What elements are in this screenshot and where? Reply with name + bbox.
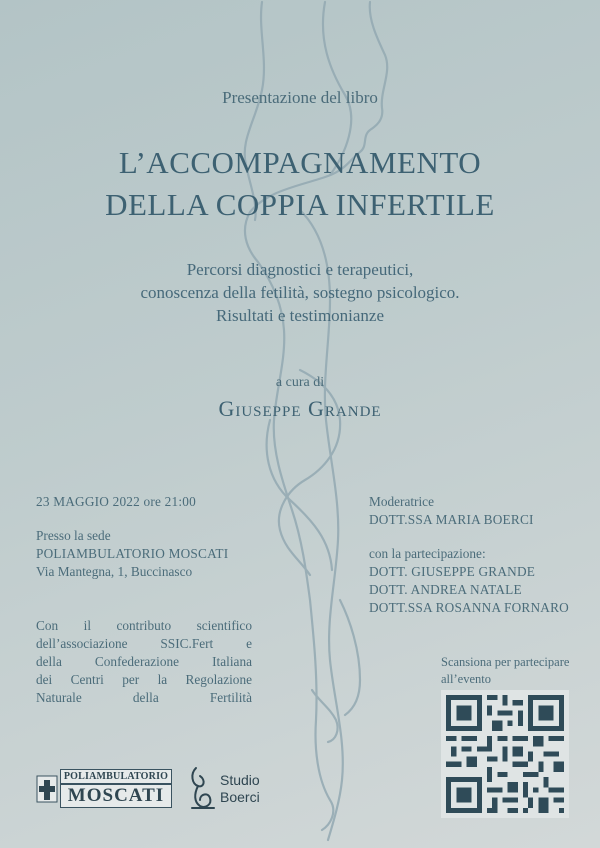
qr-label-line-1: Scansiona per partecipare (441, 655, 570, 669)
venue-line-1: Presso la sede (36, 528, 111, 543)
venue-line-2: POLIAMBULATORIO MOSCATI (36, 546, 229, 561)
studio-boerci-text (220, 772, 260, 806)
moderator-block (369, 493, 584, 529)
contrib-line-1: Con il contributo scientifico (36, 618, 252, 633)
participant-item: DOTT.SSA ROSANNA FORNARO (369, 600, 569, 615)
participants-block (369, 545, 584, 617)
boerci-logo-line-2: Boerci (220, 789, 260, 805)
moderator-name: DOTT.SSA MARIA BOERCI (369, 512, 534, 527)
scientific-contribution (36, 617, 252, 707)
event-venue (36, 527, 252, 581)
studio-boerci-logo (186, 764, 286, 810)
cross-icon (36, 775, 58, 803)
boerci-logo-line-1: Studio (220, 772, 260, 788)
venue-line-3: Via Mantegna, 1, Buccinasco (36, 564, 193, 579)
curated-by-label: a cura di (275, 375, 325, 390)
moscati-logo-line-1: POLIAMBULATORIO (60, 769, 172, 784)
participant-item: DOTT. ANDREA NATALE (369, 582, 522, 597)
pre-title: Presentazione del libro (222, 88, 378, 107)
contrib-line-5: Naturale della Fertilità (36, 690, 252, 705)
author-name: Giuseppe Grande (218, 396, 382, 421)
qr-code-icon[interactable] (441, 690, 569, 818)
moderator-label: Moderatrice (369, 494, 434, 509)
qr-label-line-2: all’evento (441, 672, 491, 686)
subtitle-line-2: conoscenza della fetilità, sostegno psicologico. (140, 283, 460, 302)
subtitle-line-1: Percorsi diagnostici e terapeutici, (186, 260, 414, 279)
contrib-line-2: dell’associazione SSIC.Fert e (36, 636, 252, 651)
contrib-line-4: dei Centri per la Regolazione (36, 672, 252, 687)
participation-label: con la partecipazione: (369, 546, 486, 561)
participant-item: DOTT. GIUSEPPE GRANDE (369, 564, 536, 579)
book-title (0, 142, 600, 226)
poliambulatorio-moscati-logo (34, 767, 170, 809)
qr-label (441, 654, 591, 688)
title-line-1: L’ACCOMPAGNAMENTO (118, 145, 482, 180)
event-date: 23 MAGGIO 2022 ore 21:00 (36, 494, 196, 509)
studio-boerci-mark-icon (186, 764, 218, 810)
book-subtitle (0, 258, 600, 327)
title-line-2: DELLA COPPIA INFERTILE (105, 187, 495, 222)
contrib-line-3: della Confederazione Italiana (36, 654, 252, 669)
qr-code-graphic (441, 690, 569, 818)
subtitle-line-3: Risultati e testimonianze (215, 306, 385, 325)
moscati-logo-line-2: MOSCATI (60, 784, 172, 808)
